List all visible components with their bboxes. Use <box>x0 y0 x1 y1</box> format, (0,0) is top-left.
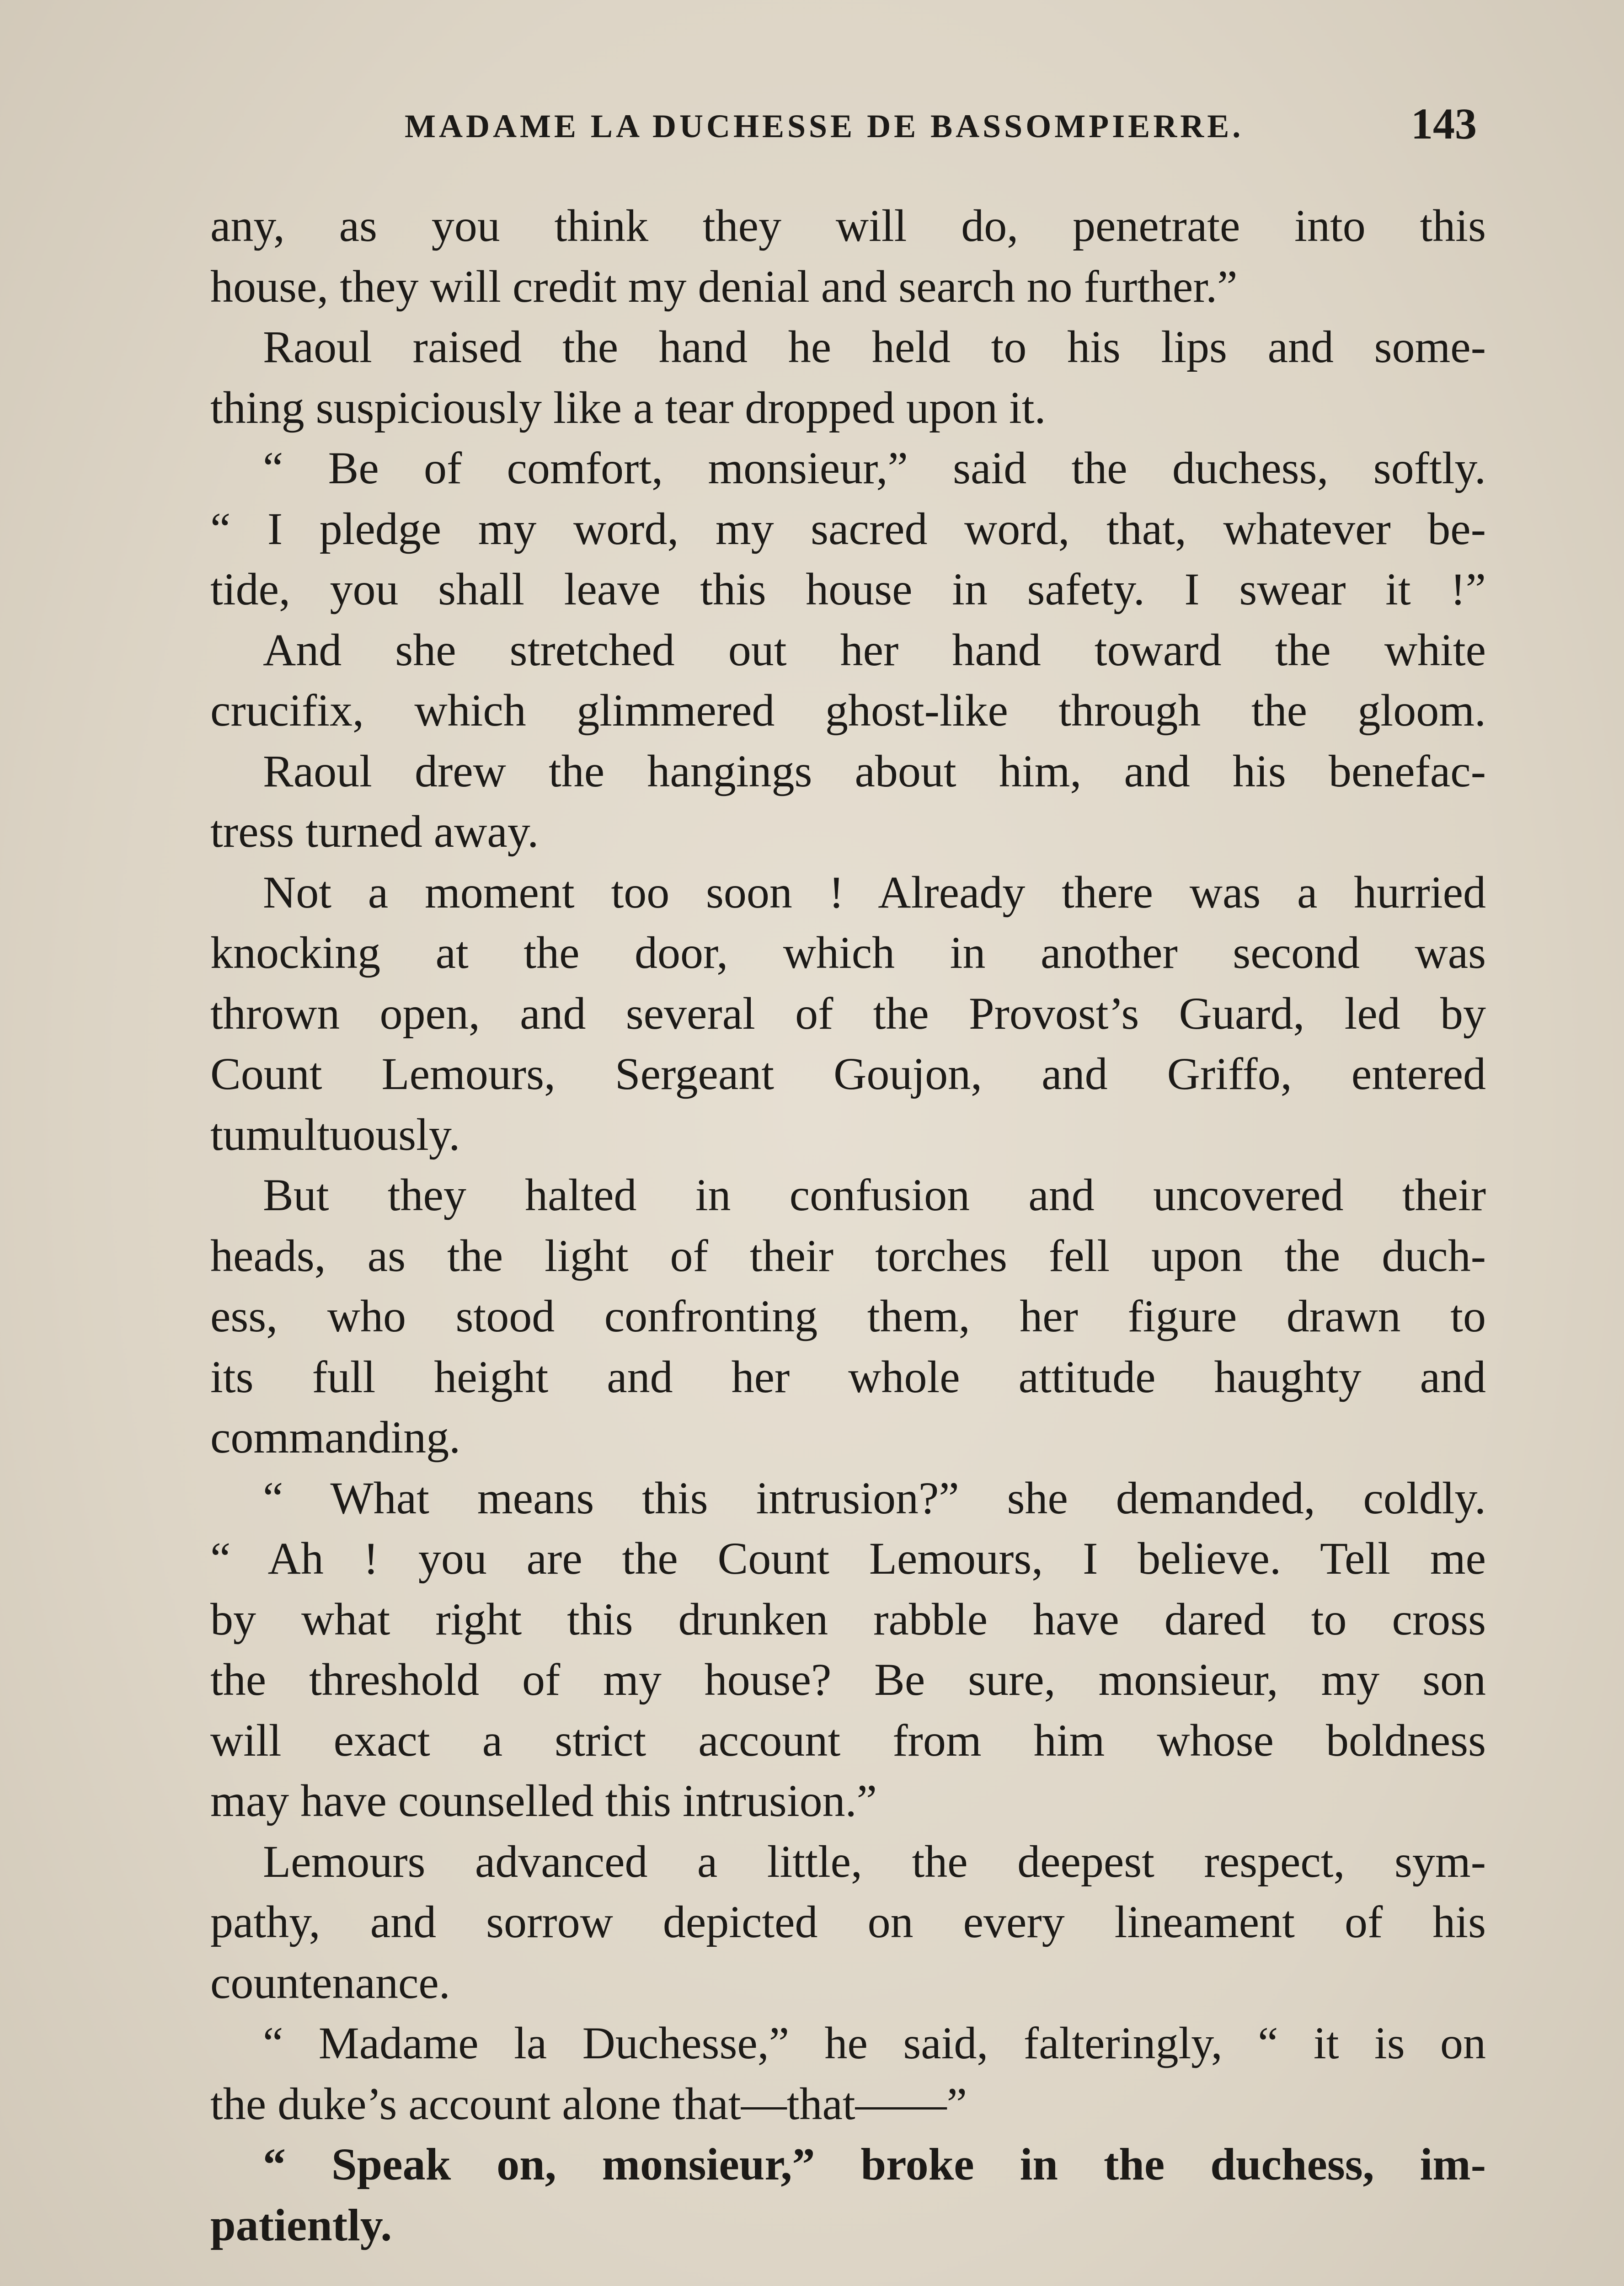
text-line: the threshold of my house? Be sure, monsieur, my son <box>210 1654 1486 1705</box>
text-line: ess, who stood confronting them, her figure drawn to <box>210 1291 1486 1341</box>
text-line: knocking at the door, which in another second was <box>210 927 1486 978</box>
text-line: the duke’s account alone that—that——” <box>210 2078 967 2129</box>
text-line: patiently. <box>210 2199 392 2250</box>
text-line: crucifix, which glimmered ghost-like through the gloom. <box>210 685 1486 736</box>
text-line: And she stretched out her hand toward the white <box>263 624 1486 675</box>
text-line: Raoul raised the hand he held to his lips and some- <box>263 321 1486 372</box>
text-line: “ I pledge my word, my sacred word, that, whatever be- <box>210 503 1486 554</box>
text-line: house, they will credit my denial and search no further.” <box>210 261 1238 312</box>
text-line: thing suspiciously like a tear dropped upon it. <box>210 382 1046 433</box>
text-line: any, as you think they will do, penetrate into this <box>210 200 1486 251</box>
text-line: “ Speak on, monsieur,” broke in the duchess, im- <box>263 2139 1486 2190</box>
text-line: Count Lemours, Sergeant Goujon, and Griffo, entered <box>210 1048 1486 1099</box>
text-line: Lemours advanced a little, the deepest respect, sym- <box>263 1836 1486 1887</box>
text-line: tide, you shall leave this house in safety. I swear it !” <box>210 564 1486 614</box>
running-title: MADAME LA DUCHESSE DE BASSOMPIERRE. <box>405 108 1244 144</box>
text-line: Not a moment too soon ! Already there was a hurried <box>263 866 1486 918</box>
text-line: “ Madame la Duchesse,” he said, falteringly, “ it is on <box>263 2018 1486 2068</box>
text-line: “ Ah ! you are the Count Lemours, I believe. Tell me <box>210 1533 1486 1584</box>
text-line: may have counselled this intrusion.” <box>210 1775 877 1826</box>
text-line: commanding. <box>210 1412 461 1463</box>
text-line: But they halted in confusion and uncovered their <box>263 1170 1486 1220</box>
text-line: “ What means this intrusion?” she demanded, coldly. <box>263 1472 1486 1523</box>
text-line: pathy, and sorrow depicted on every lineament of his <box>210 1896 1486 1947</box>
text-line: countenance. <box>210 1957 450 2008</box>
text-line: tress turned away. <box>210 806 539 857</box>
text-line: tumultuously. <box>210 1109 460 1160</box>
text-line: its full height and her whole attitude haughty and <box>210 1351 1486 1402</box>
body-text <box>210 196 1486 2255</box>
page-number: 143 <box>1411 99 1477 148</box>
text-line: Raoul drew the hangings about him, and his benefac- <box>263 745 1486 796</box>
text-line: “ Be of comfort, monsieur,” said the duchess, softly. <box>263 443 1486 493</box>
text-line: thrown open, and several of the Provost’s Guard, led by <box>210 988 1486 1039</box>
page-header <box>210 98 1486 181</box>
text-line: heads, as the light of their torches fell upon the duch- <box>210 1230 1486 1281</box>
text-line: will exact a strict account from him whose boldness <box>210 1714 1486 1766</box>
text-line: by what right this drunken rabble have dared to cross <box>210 1593 1486 1645</box>
